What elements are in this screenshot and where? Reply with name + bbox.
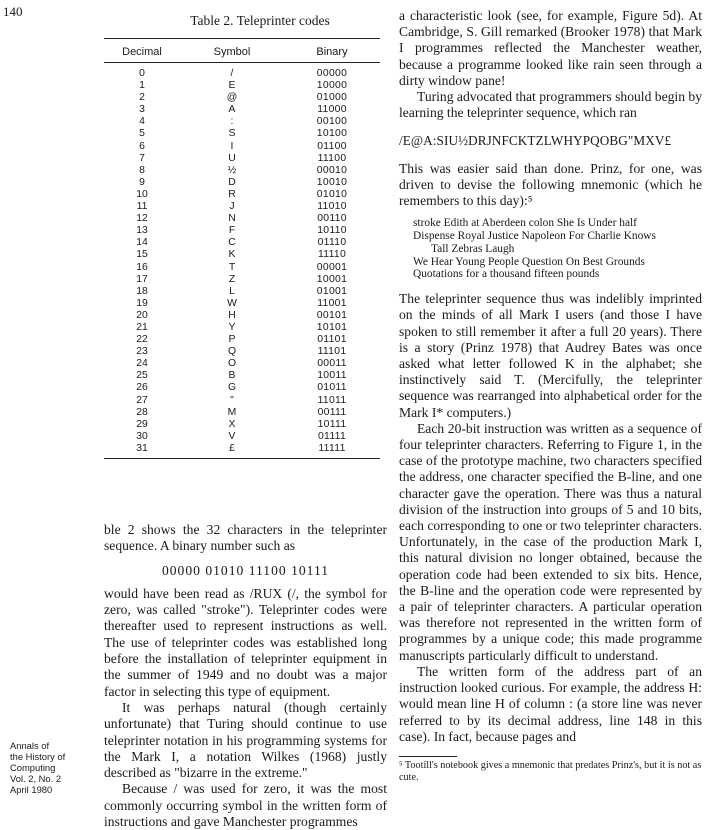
binary-cell: 00001 <box>316 261 348 273</box>
symbol-cell: Q <box>227 346 237 358</box>
right-paragraph-5: Each 20-bit instruction was written as a sequence of four teleprinter characters. Referring to Figure 1, in the case of the prototype machine, two characters specified the address, one character specified the B-line, and one character gave the operation. There was thus a natural division of the instruction into groups of 5 and 10 bits, each corresponding to one or two teleprinter characters. Unfortunately, in the case of the production Mark I, this natural division no longer obtained, because the operation code had been extended to six bits. Hence, the B-line and the operation code were represented by a pair of teleprinter characters. A particular operation was therefore not represented in the written form of programmes by a unique code; this made programme manuscripts particularly difficult to understand. <box>399 420 702 663</box>
symbol-cell: " <box>230 394 234 406</box>
binary-cell: 01110 <box>317 237 347 249</box>
decimal-cell: 9 <box>139 176 145 188</box>
decimal-cell: 15 <box>136 249 148 261</box>
table-row <box>104 274 380 286</box>
binary-cell: 11111 <box>318 442 346 454</box>
right-paragraph-2: Turing advocated that programmers should begin by learning the teleprinter sequence, which ran <box>399 89 702 121</box>
decimal-cell: 11 <box>136 201 148 213</box>
symbol-cell: R <box>228 188 236 200</box>
symbol-cell: P <box>228 334 236 346</box>
symbol-cell: U <box>228 152 236 164</box>
decimal-cell: 26 <box>136 382 148 394</box>
teleprinter-sequence: /E@A:SIU½DRJNFCKTZLWHYPQOBG"MXV£ <box>399 133 672 149</box>
decimal-cell: 22 <box>136 334 148 346</box>
decimal-cell: 24 <box>136 358 148 370</box>
symbol-cell: N <box>228 213 236 225</box>
decimal-cell: 30 <box>136 430 148 442</box>
decimal-cell: 21 <box>136 321 148 333</box>
binary-cell: 10111 <box>317 418 347 430</box>
table-row <box>104 431 380 443</box>
decimal-cell: 1 <box>139 80 145 92</box>
journal-margin-note <box>10 740 95 795</box>
symbol-cell: I <box>230 140 234 152</box>
binary-cell: 00111 <box>317 406 347 418</box>
binary-cell: 10010 <box>316 176 348 188</box>
symbol-cell: / <box>230 68 234 79</box>
decimal-cell: 20 <box>136 309 148 321</box>
symbol-cell: M <box>227 406 237 418</box>
binary-cell: 11011 <box>317 394 347 406</box>
symbol-cell: F <box>228 225 236 237</box>
mnemonic-line: Tall Zebras Laugh <box>431 242 515 255</box>
binary-cell: 01111 <box>317 430 347 442</box>
page-number: 140 <box>3 4 23 19</box>
decimal-cell: 7 <box>139 152 145 164</box>
decimal-cell: 31 <box>136 442 148 454</box>
binary-cell: 01010 <box>316 188 348 200</box>
header-binary: Binary <box>316 46 348 58</box>
decimal-cell: 19 <box>136 297 148 309</box>
right-column <box>399 8 702 745</box>
table-row <box>104 310 380 322</box>
table-row <box>104 322 380 334</box>
table-row <box>104 116 380 128</box>
binary-cell: 00011 <box>317 358 347 370</box>
decimal-cell: 10 <box>136 188 148 200</box>
left-paragraph-3: It was perhaps natural (though certainly unfortunate) that Turing should continue to use teleprinter notation in his programming systems for the Mark I, a notation Wilkes (1968) justly described as "bizarre in the extreme." <box>104 699 387 781</box>
decimal-cell: 29 <box>136 418 148 430</box>
decimal-cell: 6 <box>139 140 145 152</box>
binary-cell: 11000 <box>317 104 347 116</box>
symbol-cell: C <box>228 237 236 249</box>
table-row <box>104 128 380 140</box>
table-body <box>104 68 380 455</box>
footnote-rule <box>399 756 457 757</box>
symbol-cell: K <box>228 249 236 261</box>
decimal-cell: 25 <box>136 370 148 382</box>
decimal-cell: 18 <box>136 285 148 297</box>
table-bottom-rule <box>104 458 380 459</box>
symbol-cell: W <box>227 297 237 309</box>
symbol-cell: ½ <box>227 164 237 176</box>
journal-line: April 1980 <box>10 784 53 795</box>
decimal-cell: 0 <box>139 68 145 79</box>
decimal-cell: 27 <box>136 394 148 406</box>
table-row <box>104 92 380 104</box>
decimal-cell: 5 <box>139 128 145 140</box>
table-caption: Table 2. Teleprinter codes <box>190 13 330 28</box>
table-row <box>104 334 380 346</box>
right-paragraph-1: a characteristic look (see, for example, Figure 5d). At Cambridge, S. Gill remarked (Brooker 1978) that Mark I programmes reflected the Manchester weather, because a programme looked like rain seen through a dirty window pane! <box>399 8 702 88</box>
binary-cell: 11010 <box>317 201 347 213</box>
table-row <box>104 68 380 80</box>
mnemonic-line: Dispense Royal Justice Napoleon For Charlie Knows <box>413 230 656 243</box>
symbol-cell: Z <box>228 273 236 285</box>
right-paragraph-4: The teleprinter sequence thus was indelibly imprinted on the minds of all Mark I users (and those I have spoken to still remember it after a full 20 years). There is a story (Prinz 1978) that Audrey Bates was once asked what letter followed K in the alphabet; she instinctively said T. (Mercifully, the teleprinter sequence was rearranged into alphabetical order for the Mark I* computers.) <box>399 291 702 420</box>
binary-cell: 11001 <box>317 297 347 309</box>
right-paragraph-3: This was easier said than done. Prinz, for one, was driven to devise the following mnemonic (which he remembers to this day):⁵ <box>399 160 702 209</box>
table-row <box>104 177 380 189</box>
binary-example: 00000 01010 11100 10111 <box>161 562 330 578</box>
right-paragraph-6: The written form of the address part of an instruction looked curious. For example, the address H: would mean line H of column : (a store line was never referred to by its decimal address, line 148 in this case). In fact, because pages and <box>399 663 702 744</box>
table-row <box>104 370 380 382</box>
left-column <box>104 522 387 830</box>
journal-line: Vol. 2, No. 2 <box>10 773 62 784</box>
decimal-cell: 17 <box>136 273 148 285</box>
decimal-cell: 4 <box>139 116 145 128</box>
symbol-cell: D <box>228 176 236 188</box>
table-row <box>104 395 380 407</box>
decimal-cell: 23 <box>136 346 148 358</box>
symbol-cell: V <box>228 430 236 442</box>
symbol-cell: G <box>227 382 237 394</box>
table-row <box>104 201 380 213</box>
table-row <box>104 141 380 153</box>
left-paragraph-2: would have been read as /RUX (/, the symbol for zero, was called "stroke"). Teleprinter codes were thereafter used to represent instructions as well. The use of teleprinter codes was established long before the installation of teleprinter equipment in the summer of 1949 and no doubt was a major factor in selecting this type of equipment. <box>104 585 387 699</box>
binary-cell: 01011 <box>317 382 347 394</box>
symbol-cell: S <box>228 128 236 140</box>
symbol-cell: H <box>228 309 236 321</box>
table-row <box>104 286 380 298</box>
decimal-cell: 8 <box>139 164 145 176</box>
symbol-cell: B <box>228 370 236 382</box>
symbol-cell: A <box>228 104 236 116</box>
table-row <box>104 249 380 261</box>
binary-cell: 10000 <box>316 80 348 92</box>
table-row <box>104 189 380 201</box>
journal-line: the History of <box>10 751 66 762</box>
table-row <box>104 165 380 177</box>
table-header-rule <box>104 62 380 63</box>
table-row <box>104 262 380 274</box>
mnemonic-line: Quotations for a thousand fifteen pounds <box>413 268 600 281</box>
decimal-cell: 28 <box>136 406 148 418</box>
mnemonic-block <box>413 217 702 281</box>
mnemonic-line: We Hear Young People Question On Best Grounds <box>413 255 645 268</box>
table-row <box>104 104 380 116</box>
binary-cell: 00110 <box>317 213 347 225</box>
table-row <box>104 213 380 225</box>
binary-cell: 01101 <box>317 334 347 346</box>
symbol-cell: J <box>229 201 235 213</box>
footnote: ⁵ Tootill's notebook gives a mnemonic that predates Prinz's, but it is not as cute. <box>399 760 702 783</box>
binary-cell: 00100 <box>316 116 348 128</box>
symbol-cell: O <box>227 358 237 370</box>
decimal-cell: 2 <box>139 92 145 104</box>
symbol-cell: : <box>230 116 234 128</box>
table-row <box>104 298 380 310</box>
table-row <box>104 407 380 419</box>
binary-cell: 10001 <box>316 273 348 285</box>
binary-cell: 00010 <box>316 164 348 176</box>
binary-cell: 11110 <box>317 249 347 261</box>
symbol-cell: E <box>228 80 236 92</box>
table-row <box>104 443 380 455</box>
symbol-cell: L <box>229 285 235 297</box>
symbol-cell: T <box>228 261 236 273</box>
table-row <box>104 419 380 431</box>
binary-cell: 01100 <box>317 140 347 152</box>
table-row <box>104 153 380 165</box>
table-row <box>104 237 380 249</box>
binary-cell: 10101 <box>316 321 348 333</box>
table-row <box>104 225 380 237</box>
binary-cell: 10011 <box>317 370 347 382</box>
symbol-cell: X <box>228 418 236 430</box>
binary-cell: 01000 <box>316 92 348 104</box>
binary-cell: 11101 <box>317 346 347 358</box>
binary-cell: 00101 <box>316 309 348 321</box>
binary-cell: 01001 <box>316 285 348 297</box>
journal-line: Computing <box>10 762 56 773</box>
mnemonic-line: stroke Edith at Aberdeen colon She Is Under half <box>413 217 637 230</box>
table-top-rule <box>104 38 380 39</box>
decimal-cell: 16 <box>136 261 148 273</box>
symbol-cell: @ <box>226 92 238 104</box>
header-symbol: Symbol <box>213 46 251 58</box>
table-row <box>104 382 380 394</box>
binary-cell: 11100 <box>317 152 347 164</box>
table-row <box>104 346 380 358</box>
left-paragraph-4: Because / was used for zero, it was the most commonly occurring symbol in the written form of instructions and gave Manchester programmes <box>104 781 387 830</box>
symbol-cell: £ <box>229 442 235 454</box>
decimal-cell: 12 <box>136 213 148 225</box>
binary-cell: 10100 <box>316 128 348 140</box>
decimal-cell: 3 <box>139 104 145 116</box>
decimal-cell: 14 <box>136 237 148 249</box>
table-row <box>104 80 380 92</box>
decimal-cell: 13 <box>136 225 148 237</box>
symbol-cell: Y <box>228 321 236 333</box>
binary-cell: 10110 <box>317 225 347 237</box>
header-decimal: Decimal <box>122 46 162 58</box>
binary-cell: 00000 <box>316 68 348 79</box>
table-row <box>104 358 380 370</box>
left-paragraph-1: ble 2 shows the 32 characters in the teleprinter sequence. A binary number such as <box>104 522 387 554</box>
journal-line: Annals of <box>10 740 50 751</box>
